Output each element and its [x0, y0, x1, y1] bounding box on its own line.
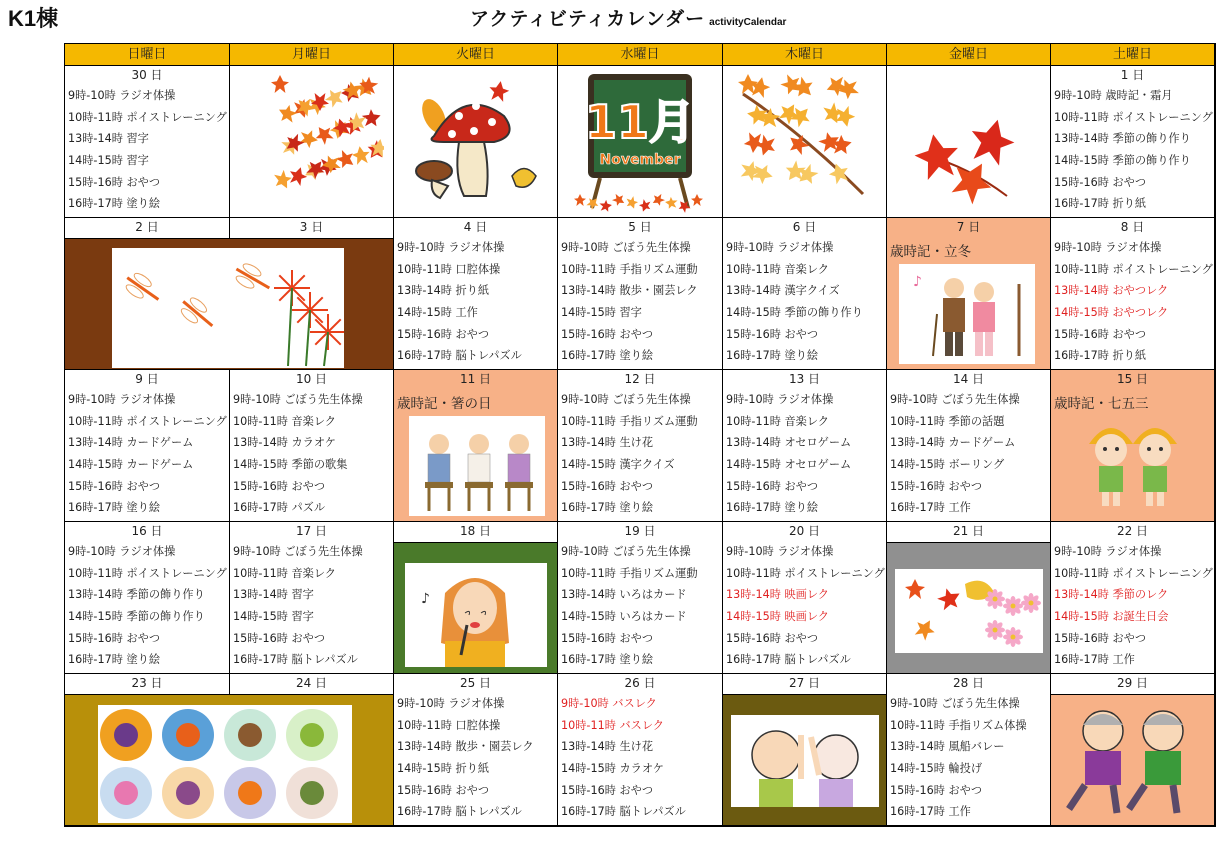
activity-item: 10時-11時 バスレク: [561, 718, 664, 732]
event-label: 歳時記・箸の日: [397, 396, 492, 412]
day-cell-26[interactable]: [558, 674, 723, 826]
activity-item: 13時-14時 カラオケ: [233, 436, 336, 450]
activity-item: 13時-14時 いろはカード: [561, 588, 687, 602]
day-cell-27[interactable]: [723, 674, 887, 695]
elderly-couple-walking-icon: [899, 264, 1035, 364]
day-number: 7 日: [956, 220, 981, 234]
day-cell-17[interactable]: [230, 522, 394, 674]
activity-item: 16時-17時 脳トレパズル: [397, 349, 522, 363]
activity-item: 16時-17時 脳トレパズル: [233, 653, 358, 667]
day-cell-29[interactable]: [1051, 674, 1215, 695]
activity-item: 14時-15時 カードゲーム: [68, 458, 194, 472]
building-name: K1棟: [8, 6, 59, 31]
activity-item: 15時-16時 おやつ: [890, 783, 983, 797]
day-number: 11 日: [459, 372, 492, 386]
activity-item: 10時-11時 ポイストレーニング: [1054, 566, 1213, 580]
day-cell-13[interactable]: [723, 370, 887, 522]
activity-item: 9時-10時 ラジオ体操: [1054, 545, 1162, 558]
mushroom-icon: [404, 76, 548, 210]
weekday-header: 月曜日: [230, 44, 394, 66]
activity-item: 16時-17時 工作: [1054, 653, 1135, 667]
day-cell-23[interactable]: [65, 674, 230, 695]
month-number: 11月: [584, 95, 696, 149]
activity-item: 16時-17時 折り紙: [1054, 349, 1147, 363]
activity-item: 13時-14時 季節の飾り作り: [68, 588, 205, 602]
activity-item: 16時-17時 塗り絵: [561, 501, 654, 515]
activity-item: 9時-10時 ラジオ体操: [397, 241, 505, 254]
day-number: 1 日: [1120, 68, 1145, 82]
activity-item: 15時-16時 おやつ: [233, 479, 326, 493]
day-number: 5 日: [628, 220, 652, 234]
day-number: 17 日: [295, 524, 328, 538]
activity-item: 14時-15時 季節の歌集: [233, 458, 348, 472]
weekday-header: 日曜日: [65, 44, 230, 66]
seniors-exercising-icon: [409, 416, 545, 516]
activity-item: 10時-11時 ポイストレーニング: [68, 414, 227, 428]
weekday-header: 土曜日: [1051, 44, 1215, 66]
activity-item: 10時-11時 口腔体操: [397, 718, 501, 732]
activity-item: 10時-11時 ポイストレーニング: [68, 566, 227, 580]
activity-item: 16時-17時 パズル: [233, 501, 326, 515]
day-cell-7[interactable]: [887, 218, 1051, 370]
activity-item: 14時-15時 おやつレク: [1054, 306, 1169, 320]
activity-item: 13時-14時 オセロゲーム: [726, 436, 852, 450]
activity-item: 9時-10時 ラジオ体操: [68, 89, 176, 102]
day-cell-16[interactable]: [65, 522, 230, 674]
day-number: 9 日: [135, 372, 159, 386]
activity-item: 16時-17時 脳トレパズル: [561, 805, 686, 819]
activity-item: 14時-15時 映画レク: [726, 610, 829, 624]
activity-item: 14時-15時 習字: [68, 154, 149, 168]
activity-item: 16時-17時 工作: [890, 805, 971, 819]
day-cell-30[interactable]: [65, 66, 230, 218]
activity-item: 15時-16時 おやつ: [68, 479, 161, 493]
activity-item: 14時-15時 工作: [397, 306, 478, 320]
activity-item: 15時-16時 おやつ: [726, 479, 819, 493]
month-english: November: [599, 152, 681, 168]
activity-item: 15時-16時 おやつ: [1054, 327, 1147, 341]
svg-text:♪: ♪: [421, 591, 430, 607]
day-cell-21[interactable]: [887, 522, 1051, 543]
activity-item: 10時-11時 ポイストレーニング: [1054, 110, 1213, 124]
activity-item: 9時-10時 ごぼう先生体操: [233, 545, 363, 558]
day-cell-1[interactable]: [1051, 66, 1215, 218]
day-number: 29 日: [1116, 676, 1149, 690]
activity-item: 9時-10時 ごぼう先生体操: [561, 545, 691, 558]
day-number: 12 日: [624, 372, 656, 386]
activity-item: 15時-16時 おやつ: [68, 631, 161, 645]
activity-item: 9時-10時 ラジオ体操: [68, 545, 176, 558]
activity-item: 14時-15時 輪投げ: [890, 762, 983, 776]
page-title: [470, 4, 786, 31]
activity-item: 16時-17時 塗り絵: [561, 653, 654, 667]
activity-item: 10時-11時 音楽レク: [233, 414, 336, 428]
activity-item: 10時-11時 手指リズム運動: [561, 414, 698, 428]
elderly-exercise-icon: [731, 715, 879, 807]
activity-item: 16時-17時 塗り絵: [561, 349, 654, 363]
day-number: 2 日: [135, 220, 159, 234]
activity-item: 9時-10時 ごぼう先生体操: [561, 241, 691, 254]
activity-item: 10時-11時 音楽レク: [726, 262, 829, 276]
seniors-seated-icon: [1063, 703, 1203, 823]
activity-item: 14時-15時 ボーリング: [890, 458, 1005, 472]
activity-item: 15時-16時 おやつ: [397, 783, 490, 797]
illustration-block: [1051, 695, 1215, 826]
day-number: 24 日: [295, 676, 328, 690]
subtitle: activityCalendar: [709, 17, 787, 28]
dragonfly-icon: [112, 248, 344, 368]
activity-item: 9時-10時 歳時記・霜月: [1054, 89, 1173, 102]
autumn-branch-icon: [733, 74, 877, 212]
illustration-block: [394, 543, 558, 674]
activity-item: 16時-17時 脳トレパズル: [397, 805, 522, 819]
day-number: 21 日: [952, 524, 985, 538]
activity-item: 14時-15時 習字: [233, 610, 314, 624]
day-number: 14 日: [952, 372, 985, 386]
activity-item: 13時-14時 おやつレク: [1054, 284, 1169, 298]
day-cell-9[interactable]: [65, 370, 230, 522]
activity-item: 10時-11時 手指リズム体操: [890, 718, 1027, 732]
day-number: 4 日: [463, 220, 488, 234]
activity-item: 15時-16時 おやつ: [561, 631, 654, 645]
day-number: 25 日: [459, 676, 492, 690]
day-number: 3 日: [299, 220, 324, 234]
day-cell-3[interactable]: [230, 218, 394, 239]
activity-item: 13時-14時 散歩・園芸レク: [561, 284, 698, 298]
activity-item: 9時-10時 ラジオ体操: [397, 697, 505, 710]
activity-item: 13時-14時 習字: [68, 132, 149, 146]
autumn-leaves-cosmos-icon: [895, 569, 1043, 653]
activity-item: 9時-10時 ごぼう先生体操: [890, 697, 1020, 710]
weekday-header: 火曜日: [394, 44, 558, 66]
maple-leaves-cell: [230, 66, 394, 218]
activity-item: 14時-15時 折り紙: [397, 762, 490, 776]
activity-item: 14時-15時 漢字クイズ: [561, 458, 675, 472]
day-cell-8[interactable]: [1051, 218, 1215, 370]
activity-item: 15時-16時 おやつ: [233, 631, 326, 645]
activity-item: 9時-10時 ラジオ体操: [726, 393, 834, 406]
november-cell: [558, 66, 723, 218]
children-shichigosan-icon: [1073, 412, 1193, 512]
activity-item: 13時-14時 習字: [233, 588, 314, 602]
red-maple-icon: [907, 96, 1031, 206]
day-cell-25[interactable]: [394, 674, 558, 826]
autumn-icons-collage: [98, 705, 352, 823]
activity-item: 14時-15時 季節の飾り作り: [68, 610, 205, 624]
illustration-block: [887, 543, 1051, 674]
activity-item: 15時-16時 おやつ: [397, 327, 490, 341]
day-number: 26 日: [624, 676, 656, 690]
activity-item: 13時-14時 漢字クイズ: [726, 284, 840, 298]
activity-item: 15時-16時 おやつ: [726, 631, 819, 645]
day-cell-18[interactable]: [394, 522, 558, 543]
illustration-block: [723, 695, 887, 826]
day-number: 19 日: [624, 524, 656, 538]
activity-item: 13時-14時 映画レク: [726, 588, 829, 602]
day-number: 13 日: [788, 372, 821, 386]
activity-item: 10時-11時 ポイストレーニング: [1054, 262, 1213, 276]
activity-item: 13時-14時 季節のレク: [1054, 588, 1169, 602]
svg-text:♪: ♪: [913, 274, 922, 290]
activity-item: 9時-10時 ごぼう先生体操: [890, 393, 1020, 406]
activity-item: 10時-11時 手指リズム運動: [561, 566, 698, 580]
activity-item: 15時-16時 おやつ: [890, 479, 983, 493]
day-cell-6[interactable]: [723, 218, 887, 370]
day-cell-11[interactable]: [394, 370, 558, 522]
activity-item: 13時-14時 散歩・園芸レク: [397, 740, 534, 754]
day-number: 27 日: [788, 676, 821, 690]
day-cell-4[interactable]: [394, 218, 558, 370]
weekday-header: 水曜日: [558, 44, 723, 66]
activity-item: 10時-11時 ポイストレーニング: [68, 110, 227, 124]
day-number: 23 日: [131, 676, 163, 690]
day-cell-2[interactable]: [65, 218, 230, 239]
activity-item: 15時-16時 おやつ: [561, 479, 654, 493]
activity-item: 9時-10時 ラジオ体操: [1054, 241, 1162, 254]
autumn-branch-cell: [723, 66, 887, 218]
activity-item: 16時-17時 塗り絵: [68, 653, 161, 667]
activity-item: 15時-16時 おやつ: [561, 327, 654, 341]
activity-item: 9時-10時 バスレク: [561, 697, 657, 710]
red-maple-cell: [887, 66, 1051, 218]
weekday-header: 金曜日: [887, 44, 1051, 66]
activity-item: 9時-10時 ごぼう先生体操: [561, 393, 691, 406]
activity-item: 15時-16時 おやつ: [1054, 175, 1147, 189]
day-cell-10[interactable]: [230, 370, 394, 522]
day-cell-22[interactable]: [1051, 522, 1215, 674]
day-number: 6 日: [792, 220, 817, 234]
day-cell-20[interactable]: [723, 522, 887, 674]
activity-item: 16時-17時 脳トレパズル: [726, 653, 851, 667]
calendar-grid: [64, 43, 1216, 827]
activity-item: 9時-10時 ラジオ体操: [726, 241, 834, 254]
title-text: アクティビティカレンダー: [470, 8, 706, 30]
day-cell-14[interactable]: [887, 370, 1051, 522]
activity-item: 13時-14時 生け花: [561, 740, 654, 754]
day-number: 8 日: [1120, 220, 1145, 234]
activity-item: 13時-14時 風船バレー: [890, 740, 1005, 754]
activity-item: 10時-11時 口腔体操: [397, 262, 501, 276]
activity-item: 14時-15時 季節の飾り作り: [1054, 154, 1191, 168]
activity-item: 14時-15時 オセロゲーム: [726, 458, 852, 472]
day-cell-12[interactable]: [558, 370, 723, 522]
activity-item: 14時-15時 習字: [561, 306, 642, 320]
activity-item: 13時-14時 生け花: [561, 436, 654, 450]
activity-item: 9時-10時 ラジオ体操: [726, 545, 834, 558]
activity-item: 16時-17時 工作: [890, 501, 971, 515]
day-cell-28[interactable]: [887, 674, 1051, 826]
activity-item: 16時-17時 塗り絵: [726, 501, 819, 515]
day-number: 28 日: [952, 676, 985, 690]
singing-woman-icon: [405, 563, 547, 667]
day-cell-15[interactable]: [1051, 370, 1215, 522]
day-number: 30 日: [131, 68, 163, 82]
activity-item: 14時-15時 季節の飾り作り: [726, 306, 863, 320]
day-cell-19[interactable]: [558, 522, 723, 674]
activity-item: 15時-16時 おやつ: [68, 175, 161, 189]
day-cell-5[interactable]: [558, 218, 723, 370]
day-number: 15 日: [1116, 372, 1149, 386]
activity-item: 13時-14時 季節の飾り作り: [1054, 132, 1191, 146]
activity-item: 14時-15時 カラオケ: [561, 762, 664, 776]
activity-item: 16時-17時 折り紙: [1054, 197, 1147, 211]
activity-item: 15時-16時 おやつ: [561, 783, 654, 797]
event-label: 歳時記・立冬: [890, 244, 971, 260]
activity-item: 10時-11時 季節の話題: [890, 414, 1005, 428]
day-cell-24[interactable]: [230, 674, 394, 695]
activity-item: 9時-10時 ラジオ体操: [68, 393, 176, 406]
activity-item: 16時-17時 塗り絵: [68, 501, 161, 515]
activity-item: 10時-11時 音楽レク: [726, 414, 829, 428]
activity-item: 15時-16時 おやつ: [1054, 631, 1147, 645]
activity-item: 16時-17時 塗り絵: [726, 349, 819, 363]
activity-item: 14時-15時 いろはカード: [561, 610, 687, 624]
activity-item: 15時-16時 おやつ: [726, 327, 819, 341]
activity-item: 13時-14時 カードゲーム: [890, 436, 1016, 450]
activity-item: 9時-10時 ごぼう先生体操: [233, 393, 363, 406]
activity-item: 10時-11時 音楽レク: [233, 566, 336, 580]
activity-item: 14時-15時 お誕生日会: [1054, 610, 1169, 624]
illustration-block: [65, 695, 394, 826]
illustration-block: [65, 239, 394, 370]
event-label: 歳時記・七五三: [1054, 396, 1149, 412]
day-number: 20 日: [788, 524, 821, 538]
day-number: 22 日: [1116, 524, 1149, 538]
day-number: 18 日: [459, 524, 492, 538]
activity-item: 16時-17時 塗り絵: [68, 197, 161, 211]
day-number: 10 日: [295, 372, 328, 386]
mushroom-cell: [394, 66, 558, 218]
activity-item: 10時-11時 ポイストレーニング: [726, 566, 885, 580]
activity-item: 13時-14時 折り紙: [397, 284, 490, 298]
weekday-header: 木曜日: [723, 44, 887, 66]
november-sign-icon: [570, 68, 710, 214]
maple-leaves-icon: [240, 74, 384, 212]
activity-item: 13時-14時 カードゲーム: [68, 436, 194, 450]
day-number: 16 日: [131, 524, 163, 538]
activity-item: 10時-11時 手指リズム運動: [561, 262, 698, 276]
